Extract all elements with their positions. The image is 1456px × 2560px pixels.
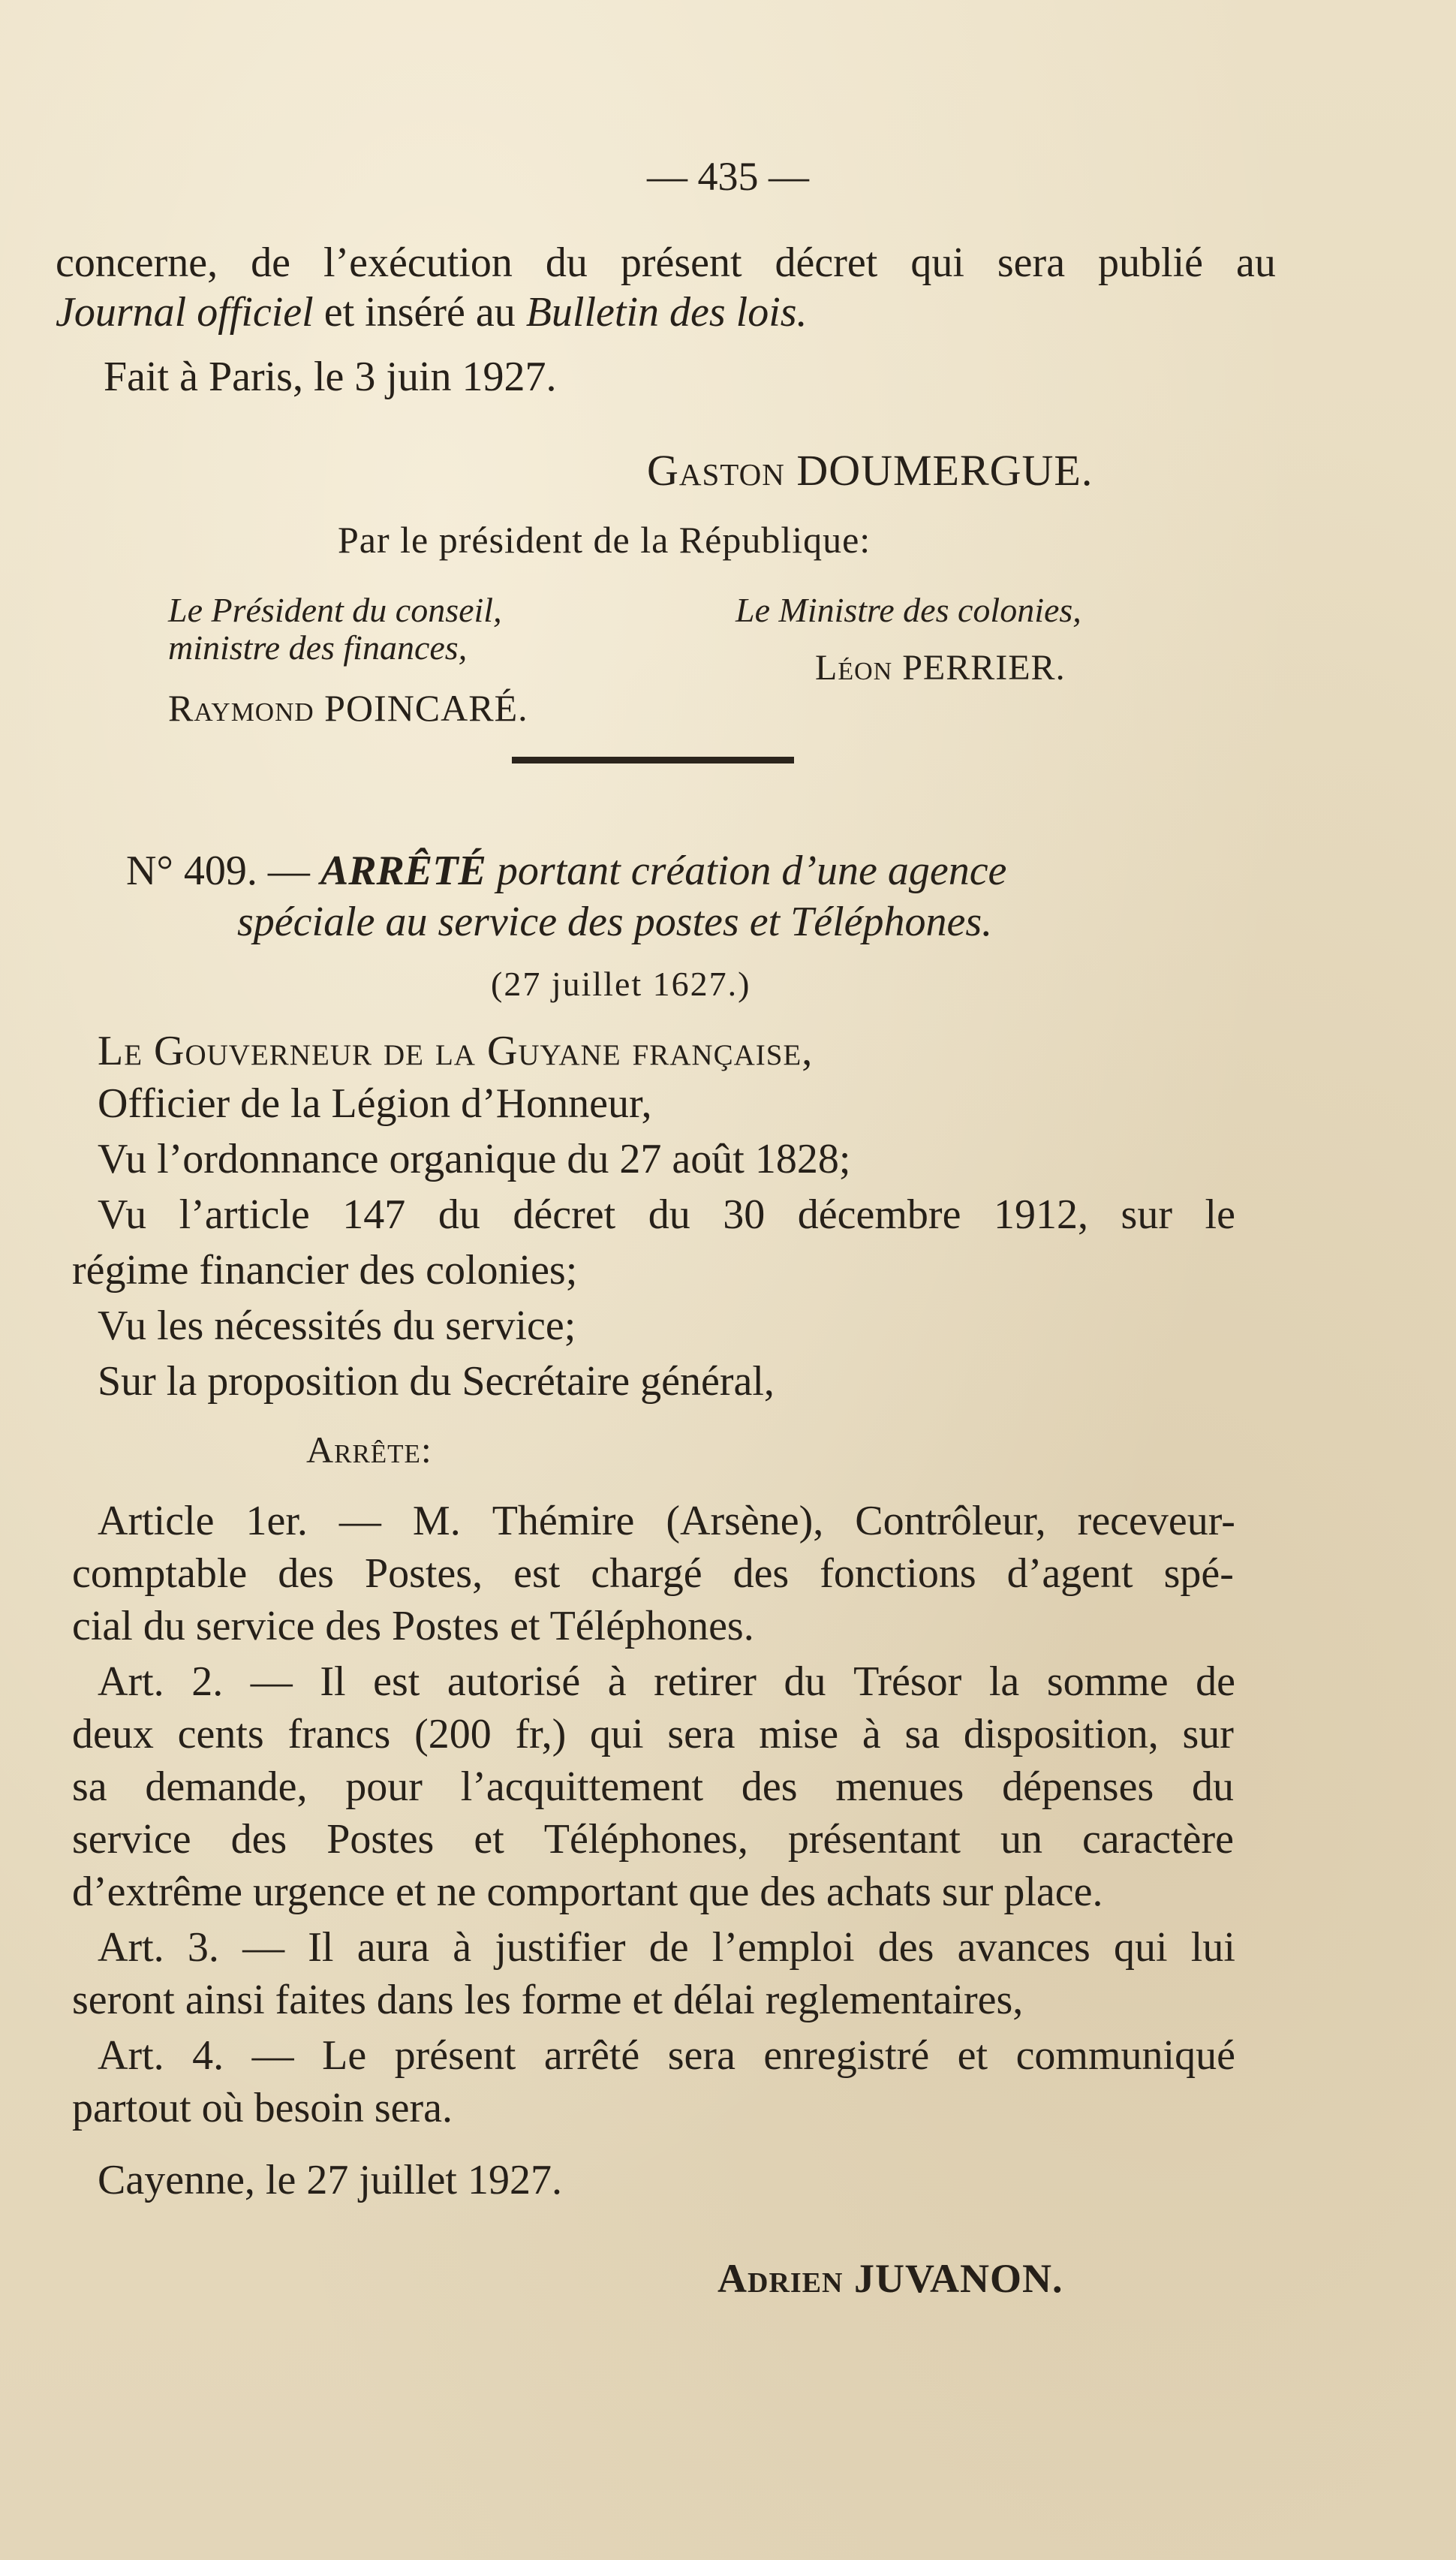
word: retirer bbox=[654, 1658, 757, 1705]
word: justifier bbox=[495, 1924, 626, 1971]
word: 30 bbox=[723, 1191, 766, 1238]
word: Art. bbox=[98, 1658, 164, 1705]
word: 4. bbox=[192, 2032, 224, 2079]
word: — bbox=[250, 1658, 293, 1705]
preamble-proposition: Sur la proposition du Secrétaire général, bbox=[98, 1358, 775, 1405]
article-2-line-4 bbox=[72, 1816, 1234, 1863]
arrete-word: Arrête: bbox=[306, 1429, 432, 1471]
word: du bbox=[648, 1191, 690, 1238]
word: menues bbox=[835, 1763, 964, 1810]
article-1-line-2 bbox=[72, 1550, 1234, 1597]
word: des bbox=[230, 1816, 287, 1863]
word: service bbox=[72, 1816, 191, 1863]
word: l’exécution bbox=[323, 239, 513, 286]
preamble-gouverneur bbox=[98, 1030, 813, 1072]
word: qui bbox=[1114, 1924, 1168, 1971]
word: du bbox=[438, 1191, 480, 1238]
word: Article bbox=[98, 1498, 215, 1544]
left-signatory-name: Raymond POINCARÉ. bbox=[168, 687, 528, 729]
preamble-vu-article bbox=[98, 1191, 1235, 1238]
word: l’article bbox=[179, 1191, 310, 1238]
word: communiqué bbox=[1015, 2032, 1235, 2079]
word: Postes bbox=[326, 1816, 435, 1863]
word: sur bbox=[1121, 1191, 1172, 1238]
word: Il bbox=[308, 1924, 334, 1971]
word: Trésor bbox=[853, 1658, 962, 1705]
article-2-line-5: d’extrême urgence et ne comportant que des achats sur place. bbox=[72, 1869, 1103, 1915]
par-le-president: Par le président de la République: bbox=[338, 519, 871, 561]
word: — bbox=[242, 1924, 285, 1971]
word: sa bbox=[904, 1711, 940, 1757]
word: qui bbox=[910, 239, 964, 286]
word: fonctions bbox=[820, 1550, 976, 1597]
article-4-line-2: partout où besoin sera. bbox=[72, 2085, 453, 2131]
word: décret bbox=[513, 1191, 616, 1238]
word: avances bbox=[957, 1924, 1090, 1971]
word: 3. bbox=[187, 1924, 219, 1971]
article-1-line-1 bbox=[98, 1500, 1235, 1542]
word: sa bbox=[72, 1763, 107, 1810]
word: Le bbox=[322, 2032, 367, 2079]
decree-date: Fait à Paris, le 3 juin 1927. bbox=[104, 354, 557, 400]
word: du bbox=[1191, 1763, 1234, 1810]
word: spé- bbox=[1163, 1550, 1234, 1597]
word: M. bbox=[412, 1498, 461, 1544]
word: un bbox=[1000, 1816, 1042, 1863]
word: — bbox=[338, 1498, 381, 1544]
word: fr,) bbox=[515, 1711, 567, 1757]
article-2-line-1 bbox=[98, 1658, 1235, 1705]
word: enregistré bbox=[763, 2032, 930, 2079]
word: Postes, bbox=[364, 1550, 483, 1597]
word: le bbox=[1205, 1191, 1235, 1238]
article-3-line-1 bbox=[98, 1924, 1235, 1971]
word: de bbox=[1196, 1658, 1235, 1705]
word: et bbox=[474, 1816, 504, 1863]
word: des bbox=[877, 1924, 934, 1971]
word: de bbox=[648, 1924, 689, 1971]
page-number: — 435 — bbox=[647, 154, 809, 199]
article-1-line-3: cial du service des Postes et Téléphones. bbox=[72, 1603, 754, 1649]
word: Art. bbox=[98, 1924, 164, 1971]
word: — bbox=[251, 2032, 294, 2079]
word: sera bbox=[667, 2032, 736, 2079]
left-signatory-title-1: Le Président du conseil, bbox=[168, 591, 502, 629]
article-2-line-3 bbox=[72, 1763, 1234, 1810]
word: publié bbox=[1098, 239, 1204, 286]
word: d’agent bbox=[1006, 1550, 1133, 1597]
word: l’acquittement bbox=[460, 1763, 704, 1810]
decree-end-line-1 bbox=[56, 239, 1276, 286]
word: du bbox=[784, 1658, 826, 1705]
word: est bbox=[513, 1550, 561, 1597]
word: 1912, bbox=[993, 1191, 1088, 1238]
word: francs bbox=[287, 1711, 391, 1757]
preamble-regime: régime financier des colonies; bbox=[72, 1247, 578, 1294]
word: Contrôleur, bbox=[855, 1498, 1046, 1544]
word: des bbox=[741, 1763, 798, 1810]
word: la bbox=[988, 1658, 1020, 1705]
right-signatory-title: Le Ministre des colonies, bbox=[736, 591, 1081, 629]
place-and-date: Cayenne, le 27 juillet 1927. bbox=[98, 2157, 562, 2203]
word: aura bbox=[356, 1924, 430, 1971]
word: cents bbox=[177, 1711, 264, 1757]
arrete-heading-line-1 bbox=[126, 850, 1006, 892]
word: concerne, bbox=[56, 239, 218, 286]
word: est bbox=[373, 1658, 420, 1705]
arrete-date: (27 juillet 1627.) bbox=[491, 965, 751, 1003]
word: Il bbox=[320, 1658, 346, 1705]
word: receveur- bbox=[1077, 1498, 1235, 1544]
word: caractère bbox=[1081, 1816, 1234, 1863]
word: disposition, bbox=[963, 1711, 1159, 1757]
word: autorisé bbox=[447, 1658, 581, 1705]
bulletin-des-lois-ref: Bulletin des lois. bbox=[525, 289, 808, 336]
word: (200 bbox=[414, 1711, 492, 1757]
word: à bbox=[607, 1658, 627, 1705]
arrete-number: N° 409. — bbox=[126, 848, 320, 894]
preamble-vu-necessites: Vu les nécessités du service; bbox=[98, 1303, 576, 1349]
word: arrêté bbox=[543, 2032, 640, 2079]
word: sur bbox=[1182, 1711, 1234, 1757]
word: (Arsène), bbox=[666, 1498, 824, 1544]
word: sera bbox=[997, 239, 1066, 286]
word: de bbox=[251, 239, 290, 286]
arrete-heading-line-2: spéciale au service des postes et Téléphones. bbox=[237, 899, 993, 945]
word: 1er. bbox=[245, 1498, 308, 1544]
word: au bbox=[1236, 239, 1276, 286]
right-signatory-name: Léon PERRIER. bbox=[815, 648, 1066, 688]
word: deux bbox=[72, 1711, 154, 1757]
governor-signature: Adrien JUVANON. bbox=[717, 2256, 1063, 2301]
word: 2. bbox=[191, 1658, 224, 1705]
arrete-title-word: ARRÊTÉ bbox=[320, 848, 486, 894]
word: présent bbox=[620, 239, 742, 286]
word: sera bbox=[667, 1711, 736, 1757]
left-signatory-title-2: ministre des finances, bbox=[168, 628, 468, 667]
arrete-heading-rest-1: portant création d’une agence bbox=[486, 848, 1007, 894]
article-2-line-2 bbox=[72, 1713, 1234, 1755]
word: Téléphones, bbox=[543, 1816, 748, 1863]
word: lui bbox=[1190, 1924, 1235, 1971]
word: décret bbox=[775, 239, 878, 286]
word: comptable bbox=[72, 1550, 248, 1597]
word: l’emploi bbox=[711, 1924, 855, 1971]
preamble-gouverneur-text: Le Gouverneur de la Guyane française, bbox=[98, 1028, 814, 1074]
word: Art. bbox=[98, 2032, 164, 2079]
word: chargé bbox=[591, 1550, 702, 1597]
word: des bbox=[278, 1550, 334, 1597]
preamble-officier: Officier de la Légion d’Honneur, bbox=[98, 1080, 652, 1127]
article-3-line-2: seront ainsi faites dans les forme et délai reglementaires, bbox=[72, 1977, 1024, 2023]
decree-end-connector: et inséré au bbox=[313, 289, 526, 336]
word: présent bbox=[394, 2032, 516, 2079]
word: et bbox=[957, 2032, 988, 2079]
word: qui bbox=[590, 1711, 644, 1757]
word: Thémire bbox=[492, 1498, 635, 1544]
word: du bbox=[545, 239, 588, 286]
word: à bbox=[453, 1924, 472, 1971]
president-signature: Gaston DOUMERGUE. bbox=[647, 446, 1094, 495]
decree-end-line-2 bbox=[56, 289, 808, 336]
word: pour bbox=[345, 1763, 423, 1810]
word: dépenses bbox=[1002, 1763, 1154, 1810]
word: à bbox=[862, 1711, 881, 1757]
preamble-vu-ordonnance: Vu l’ordonnance organique du 27 août 1828; bbox=[98, 1136, 851, 1182]
journal-officiel-ref: Journal officiel bbox=[56, 289, 314, 336]
word: mise bbox=[759, 1711, 839, 1757]
word: décembre bbox=[797, 1191, 961, 1238]
section-divider bbox=[512, 757, 794, 763]
word: des bbox=[733, 1550, 790, 1597]
word: 147 bbox=[342, 1191, 406, 1238]
word: Vu bbox=[98, 1191, 147, 1238]
word: somme bbox=[1046, 1658, 1169, 1705]
word: demande, bbox=[145, 1763, 308, 1810]
article-4-line-1 bbox=[98, 2034, 1235, 2077]
word: présentant bbox=[787, 1816, 961, 1863]
